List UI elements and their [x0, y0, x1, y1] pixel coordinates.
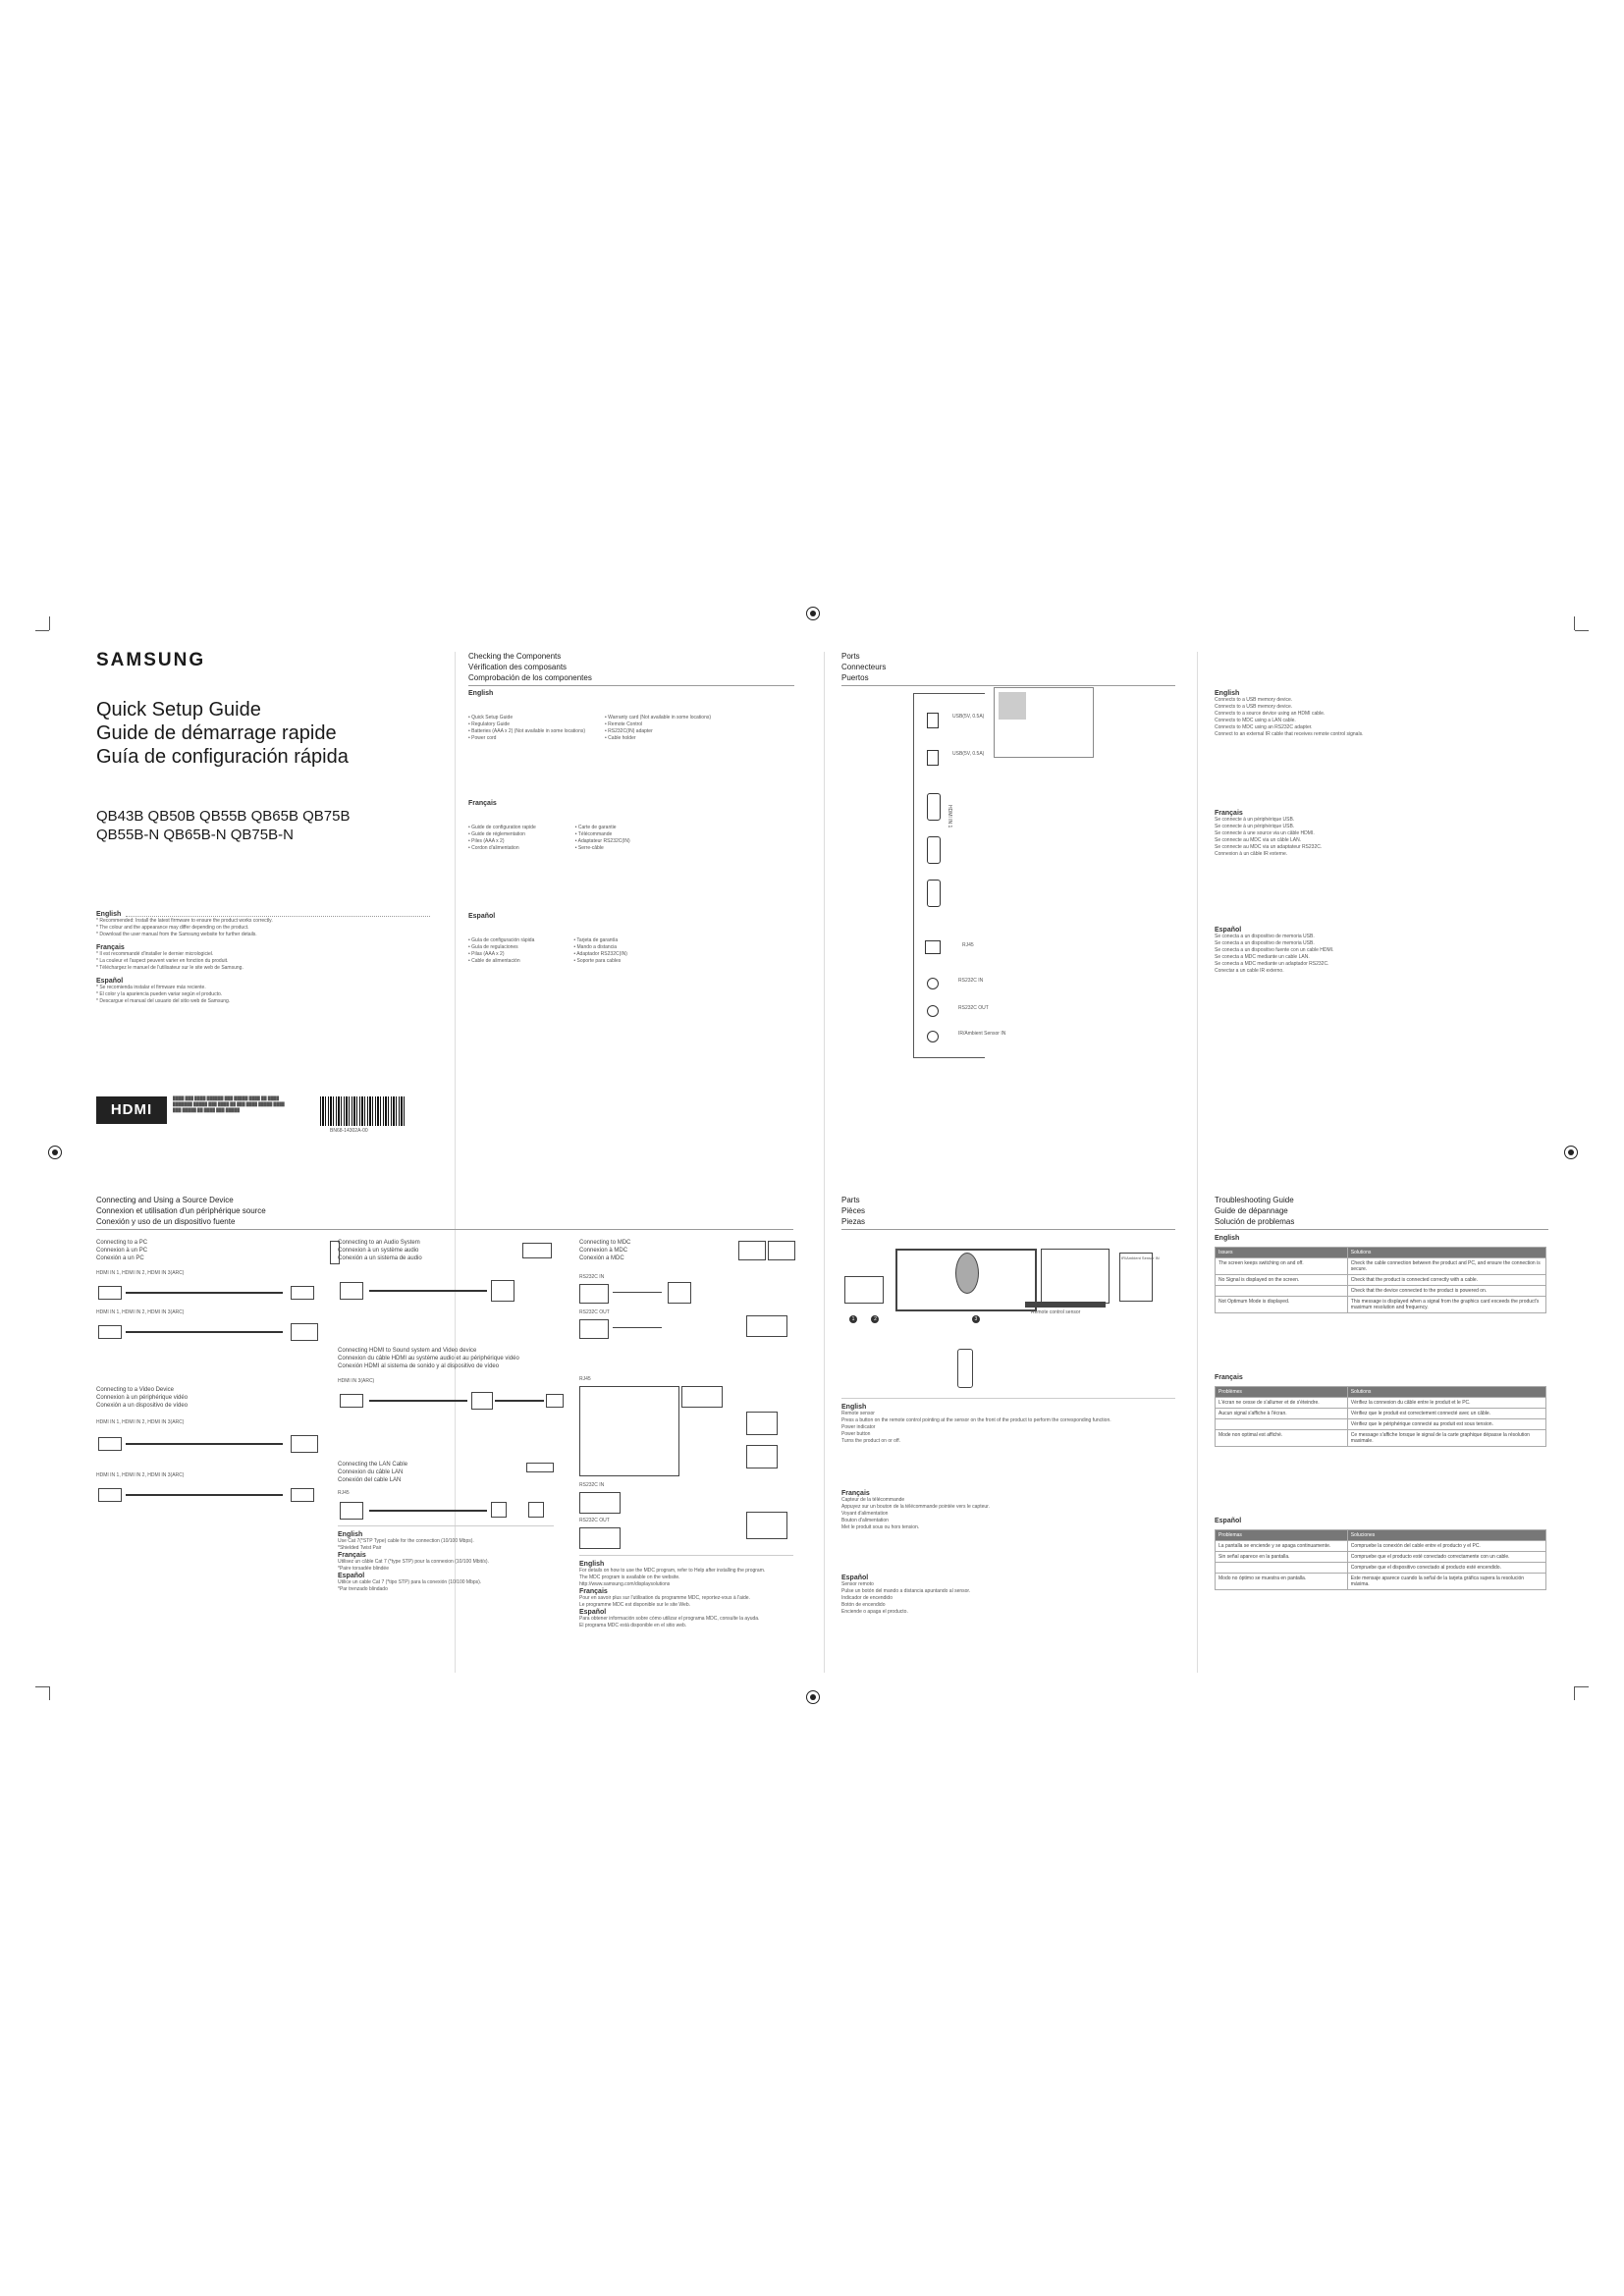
fold-line-1 [455, 652, 456, 1673]
fold-line-2 [824, 652, 825, 1673]
video-cable-label-2: HDMI IN 1, HDMI IN 2, HDMI IN 3(ARC) [96, 1472, 185, 1478]
ts-header-issue: Issues [1216, 1248, 1348, 1258]
video-device-icon [291, 1435, 318, 1453]
mdc-port-label: RS232C OUT [579, 1518, 610, 1523]
component-item: • Adaptador RS232C(IN) [573, 951, 627, 957]
note-lang: Español [841, 1575, 869, 1581]
ts-table-fr [1215, 1386, 1546, 1447]
note-line: http://www.samsung.com/displaysolutions [579, 1581, 671, 1587]
audio-title-es: Conexión a un sistema de audio [338, 1255, 422, 1261]
barcode-text: BN68-14302A-00 [330, 1128, 368, 1134]
mdc-notes [579, 1561, 765, 1629]
mdc-title-en: Connecting to MDC [579, 1240, 631, 1246]
ts-lang-es: Español [1215, 1518, 1242, 1524]
note-line: * Recommended: Install the latest firmware to ensure the product works correctly. [96, 918, 273, 924]
note-line: * Téléchargez le manuel de l'utilisateur sur le site web de Samsung. [96, 965, 244, 971]
desc-item: Se conecta a MDC mediante un adaptador RS232C. [1215, 961, 1329, 967]
note-line: *Par trenzado blindado [338, 1586, 388, 1592]
rca-plug-icon [491, 1280, 514, 1302]
desc-lang: English [1215, 690, 1240, 697]
rs232c-out-port [927, 1005, 939, 1017]
component-item: • Guide de réglementation [468, 831, 525, 837]
audio-title-fr: Connexion à un système audio [338, 1248, 419, 1254]
ts-cell: Compruebe que el producto esté conectado correctamente con un cable. [1347, 1552, 1545, 1563]
lan-cable [369, 1510, 487, 1512]
hdmi-cable [369, 1400, 467, 1402]
note-line: Le programme MDC est disponible sur le site Web. [579, 1602, 691, 1608]
component-item: • Guía de configuración rápida [468, 937, 535, 943]
ts-cell: Ce message s'affiche lorsque le signal de la carte graphique dépasse la résolution maximale. [1347, 1430, 1545, 1447]
registration-mark-bottom [806, 1690, 820, 1704]
hdmi-dvi-cable [126, 1331, 283, 1333]
mdc-rs232c-diagram [579, 1527, 621, 1549]
note-line: Appuyez sur un bouton de la télécommande pointée vers le capteur. [841, 1504, 990, 1510]
mdc-switch-icon [681, 1386, 723, 1408]
component-item: • Cable holder [605, 735, 636, 741]
rj45-port-icon [340, 1502, 363, 1520]
parts-title-en: Parts [841, 1196, 860, 1204]
ts-cell: Vérifiez que le produit est correctement connecté avec un câble. [1347, 1409, 1545, 1419]
ts-cell: Vérifiez que le périphérique connecté au produit est sous tension. [1347, 1419, 1545, 1430]
note-line: * Descargue el manual del usuario del sitio web de Samsung. [96, 998, 231, 1004]
registration-mark-left [48, 1146, 62, 1159]
ts-header-issue: Problèmes [1216, 1387, 1348, 1398]
lan-title-fr: Connexion du câble LAN [338, 1469, 404, 1475]
desc-item: Connect to an external IR cable that receives remote control signals. [1215, 731, 1364, 737]
ts-lang-en: English [1215, 1235, 1240, 1242]
ts-cell: Sin señal aparece en la pantalla. [1216, 1552, 1348, 1563]
note-line: Utilice un cable Cat 7 (*tipo STP) para la conexión (10/100 Mbps). [338, 1579, 482, 1585]
parts-notes-es [841, 1575, 1175, 1616]
mdc-title-fr: Connexion à MDC [579, 1248, 628, 1254]
sensor-zoom-circle [955, 1253, 979, 1294]
desc-item: Se conecta a un dispositivo de memoria USB. [1215, 934, 1315, 939]
mdc-pc-icon [746, 1412, 778, 1435]
component-item: • Carte de garantie [574, 825, 617, 830]
mdc-label-box [746, 1512, 787, 1539]
model-line-2: QB55B-N QB65B-N QB75B-N [96, 827, 294, 843]
note-line: Indicador de encendido [841, 1595, 893, 1601]
desc-lang: Español [1215, 927, 1242, 934]
block-lang: Español [468, 913, 496, 920]
monitor-side-diagram [1041, 1249, 1110, 1304]
component-item: • Mando a distancia [573, 944, 618, 950]
component-item: • Guide de configuration rapide [468, 825, 536, 830]
hdmi-sound-port-label: HDMI IN 3(ARC) [338, 1378, 375, 1384]
rs232c-cable [613, 1327, 662, 1328]
note-line: Met le produit sous ou hors tension. [841, 1524, 920, 1530]
samsung-logo: SAMSUNG [96, 650, 206, 670]
note-line: Power indicator [841, 1424, 876, 1430]
component-item: • RS232C(IN) adapter [605, 728, 653, 734]
note-line: Capteur de la télécommande [841, 1497, 905, 1503]
audio-jack-icon [340, 1282, 363, 1300]
note-line: Turns the product on or off. [841, 1438, 901, 1444]
checking-title-fr: Vérification des composants [468, 663, 568, 671]
note-lang: English [841, 1404, 867, 1411]
mdc-port-label: RJ45 [579, 1376, 591, 1382]
hdmi-port-icon [98, 1325, 122, 1339]
rs232c-in-port [927, 978, 939, 989]
ts-cell: Modo no óptimo se muestra en pantalla. [1216, 1574, 1348, 1590]
desc-item: Connects to a source device using an HDMI cable. [1215, 711, 1326, 717]
ts-table-en [1215, 1247, 1546, 1313]
note-line: Enciende o apaga el producto. [841, 1609, 908, 1615]
registration-mark-top [806, 607, 820, 620]
registration-mark-right [1564, 1146, 1578, 1159]
component-item: • Adaptateur RS232C(IN) [574, 838, 630, 844]
port-label: IR/Ambient Sensor IN [958, 1031, 1006, 1037]
desc-item: Connects to MDC using a LAN cable. [1215, 718, 1296, 723]
lan-notes [338, 1531, 489, 1593]
monitor-back-thumbnail [994, 687, 1094, 758]
block-lang: English [468, 690, 494, 697]
ts-cell: No Signal is displayed on the screen. [1216, 1275, 1348, 1286]
parts-notes-fr [841, 1490, 1175, 1531]
ts-cell [1216, 1419, 1348, 1430]
component-item: • Pilas (AAA x 2) [468, 951, 505, 957]
mdc-port-label: RS232C IN [579, 1482, 605, 1488]
hdmi-port-icon [98, 1286, 122, 1300]
connect-title-en: Connecting and Using a Source Device [96, 1196, 234, 1204]
video-title-es: Conexión a un dispositivo de vídeo [96, 1403, 189, 1409]
ts-cell: Este mensaje aparece cuando la señal de la tarjeta gráfica supera la resolución máxima. [1347, 1574, 1545, 1590]
desc-item: Se connecte au MDC via un câble LAN. [1215, 837, 1302, 843]
desc-item: Se connecte à un périphérique USB. [1215, 817, 1295, 823]
note-line: Press a button on the remote control pointing at the sensor on the front of the product to perform the corresponding function. [841, 1417, 1111, 1423]
note-line: * La couleur et l'aspect peuvent varier en fonction du produit. [96, 958, 229, 964]
barcode [320, 1096, 406, 1126]
rs232c-port-icon [579, 1284, 609, 1304]
component-item: • Serre-câble [574, 845, 604, 851]
port-label: USB(5V, 0.5A) [952, 751, 985, 757]
cover-title-fr: Guide de démarrage rapide [96, 722, 337, 744]
note-lang-en: English [96, 911, 122, 918]
ts-lang-fr: Français [1215, 1374, 1243, 1381]
hdmi-port-3 [927, 880, 941, 907]
note-line: The MDC program is available on the website. [579, 1575, 680, 1580]
hdmi-cable [126, 1443, 283, 1445]
mdc-pc-icon [746, 1445, 778, 1468]
note-lang-es: Español [96, 978, 124, 985]
hdmi-port-icon [98, 1437, 122, 1451]
note-line: * El color y la apariencia pueden variar según el producto. [96, 991, 223, 997]
hdmi-legal-text: ████ ███ ████ ██████ ███ █████ ████ ██ ████ ███████ █████ ███ ████ ██ ███ ████ █████ ████ ███ █████ ██ ████ ███ █████ [173, 1095, 285, 1112]
dvi-port-icon [291, 1323, 318, 1341]
checking-title-es: Comprobación de los componentes [468, 673, 592, 682]
mdc-port-label: RS232C IN [579, 1274, 605, 1280]
note-lang-fr: Français [96, 944, 125, 951]
sound-system-icon [471, 1392, 493, 1410]
hdmi-cable [126, 1494, 283, 1496]
monitor-stand-diagram [1025, 1302, 1106, 1308]
lan-plug-icon [491, 1502, 507, 1518]
lan-title-en: Connecting the LAN Cable [338, 1462, 408, 1468]
ts-cell: Check the cable connection between the product and PC, and ensure the connection is secure. [1347, 1258, 1545, 1275]
sensor-detail-box [844, 1276, 884, 1304]
cover-title-es: Guía de configuración rápida [96, 746, 349, 768]
ts-header-solution: Solutions [1347, 1387, 1545, 1398]
pc-hdmi-port-icon [291, 1286, 314, 1300]
ts-cell: Compruebe la conexión del cable entre el producto y el PC. [1347, 1541, 1545, 1552]
parts-notes-en [841, 1404, 1175, 1445]
hdmi-logo-text: HDMI [110, 1101, 153, 1118]
hdmi-cable [495, 1400, 544, 1402]
cover-notes [96, 911, 430, 1005]
ir-sensor-port [927, 1031, 939, 1042]
hdmi-sound-title-fr: Connexion du câble HDMI au système audio et au périphérique vidéo [338, 1356, 519, 1362]
ts-header-issue: Problemas [1216, 1530, 1348, 1541]
note-lang: English [338, 1531, 363, 1538]
ts-cell: Aucun signal s'affiche à l'écran. [1216, 1409, 1348, 1419]
connect-title-es: Conexión y uso de un dispositivo fuente [96, 1217, 236, 1226]
hdmi-port-icon [340, 1394, 363, 1408]
video-title-fr: Connexion à un périphérique vidéo [96, 1395, 189, 1401]
mdc-rj45-diagram [579, 1386, 679, 1476]
router-icon [526, 1463, 554, 1472]
pc-title-fr: Connexion à un PC [96, 1248, 148, 1254]
mdc-screen-icon [738, 1241, 766, 1260]
port-label: RS232C IN [958, 978, 984, 984]
component-item: • Batteries (AAA x 2) (Not available in some locations) [468, 728, 586, 734]
cover-title-en: Quick Setup Guide [96, 699, 261, 721]
note-line: *Shielded Twist Pair [338, 1545, 382, 1551]
ts-cell: Not Optimum Mode is displayed. [1216, 1297, 1348, 1313]
rs232c-connector-icon [668, 1282, 691, 1304]
note-lang: Español [338, 1573, 365, 1579]
lan-title-es: Conexión del cable LAN [338, 1477, 402, 1483]
mdc-screen-icon [768, 1241, 795, 1260]
note-line: For details on how to use the MDC program, refer to Help after installing the program. [579, 1568, 766, 1574]
note-line: Bouton d'alimentation [841, 1518, 889, 1523]
ports-title-en: Ports [841, 652, 860, 661]
component-item: • Warranty card (Not available in some locations) [605, 715, 712, 721]
desc-item: Connects to a USB memory device. [1215, 704, 1293, 710]
checking-title-en: Checking the Components [468, 652, 562, 661]
note-line: Utilisez un câble Cat 7 (*type STP) pour la connexion (10/100 Mbit/s). [338, 1559, 489, 1565]
ts-cell: This message is displayed when a signal from the graphics card exceeds the product's maximum resolution and frequency. [1347, 1297, 1545, 1313]
audio-cable [369, 1290, 487, 1292]
component-item: • Cordon d'alimentation [468, 845, 519, 851]
ts-cell: Vérifiez la connexion du câble entre le produit et le PC. [1347, 1398, 1545, 1409]
hdmi-sound-title-en: Connecting HDMI to Sound system and Video device [338, 1348, 477, 1354]
hdmi-port-1 [927, 793, 941, 821]
note-lang: Français [579, 1588, 608, 1595]
component-item: • Tarjeta de garantía [573, 937, 619, 943]
checking-block-en [468, 690, 794, 742]
desc-item: Se conecta a un dispositivo fuente con un cable HDMI. [1215, 947, 1334, 953]
parts-callouts [849, 1308, 980, 1325]
checking-block-fr [468, 800, 794, 852]
component-item: • Piles (AAA x 2) [468, 838, 505, 844]
note-line: Botón de encendido [841, 1602, 886, 1608]
usb-port-2 [927, 750, 939, 766]
pc-cable-label-2: HDMI IN 1, HDMI IN 2, HDMI IN 3(ARC) [96, 1309, 185, 1315]
note-line: Remote sensor [841, 1411, 875, 1416]
ports-desc-es [1215, 927, 1548, 975]
note-line: * Download the user manual from the Samsung website for further details. [96, 932, 257, 937]
audio-title-en: Connecting to an Audio System [338, 1240, 420, 1246]
video-cable-label-1: HDMI IN 1, HDMI IN 2, HDMI IN 3(ARC) [96, 1419, 185, 1425]
ts-cell [1216, 1563, 1348, 1574]
desc-item: Connexion à un câble IR externe. [1215, 851, 1288, 857]
block-lang: Français [468, 800, 497, 807]
callout-2: 2 [871, 1315, 879, 1323]
mdc-title-es: Conexión a MDC [579, 1255, 624, 1261]
desc-item: Conectar a un cable IR externo. [1215, 968, 1284, 974]
component-item: • Cable de alimentación [468, 958, 520, 964]
ts-cell: Check that the device connected to the product is powered on. [1347, 1286, 1545, 1297]
component-item: • Soporte para cables [573, 958, 622, 964]
note-line: Power button [841, 1431, 871, 1437]
pc-title-en: Connecting to a PC [96, 1240, 148, 1246]
hdmi-logo-box [96, 1096, 167, 1124]
callout-1: 1 [849, 1315, 857, 1323]
note-line: Pulse un botón del mando a distancia apuntando al sensor. [841, 1588, 971, 1594]
remote-caption: Remote control sensor [1031, 1309, 1081, 1315]
desc-item: Se connecte à une source via un câble HDMI. [1215, 830, 1315, 836]
ports-title-es: Puertos [841, 673, 869, 682]
hdmi-cable [126, 1292, 283, 1294]
pc-title-es: Conexión a un PC [96, 1255, 144, 1261]
hdmi-sound-title-es: Conexión HDMI al sistema de sonido y al dispositivo de vídeo [338, 1363, 500, 1369]
ts-title-fr: Guide de dépannage [1215, 1206, 1288, 1215]
ports-desc-en [1215, 690, 1548, 738]
component-item: • Télécommande [574, 831, 613, 837]
ts-cell: Mode non optimal est affiché. [1216, 1430, 1348, 1447]
mdc-rs232c-diagram [579, 1492, 621, 1514]
connect-title-fr: Connexion et utilisation d'un périphérique source [96, 1206, 266, 1215]
callout-3: 3 [972, 1315, 980, 1323]
ts-cell: Check that the product is connected correctly with a cable. [1347, 1275, 1545, 1286]
pc-cable-label-1: HDMI IN 1, HDMI IN 2, HDMI IN 3(ARC) [96, 1270, 185, 1276]
desc-item: Connects to a USB memory device. [1215, 697, 1293, 703]
port-label: RS232C OUT [958, 1005, 989, 1011]
desc-item: Se conecta a un dispositivo de memoria USB. [1215, 940, 1315, 946]
video-device-icon [291, 1488, 314, 1502]
note-line: *Paire torsadée blindée [338, 1566, 389, 1572]
ts-title-en: Troubleshooting Guide [1215, 1196, 1294, 1204]
component-item: • Remote Control [605, 721, 643, 727]
checking-block-es [468, 913, 794, 965]
ts-cell: L'écran ne cesse de s'allumer et de s'éteindre. [1216, 1398, 1348, 1409]
desc-item: Se connecte au MDC via un adaptateur RS232C. [1215, 844, 1323, 850]
fold-line-3 [1197, 652, 1198, 1673]
note-line: * The colour and the appearance may differ depending on the product. [96, 925, 249, 931]
ts-cell [1216, 1286, 1348, 1297]
video-device-icon [546, 1394, 564, 1408]
ts-table-es [1215, 1529, 1546, 1590]
note-lang: English [579, 1561, 605, 1568]
desc-item: Se connecte à un périphérique USB. [1215, 824, 1295, 829]
note-lang: Español [579, 1609, 607, 1616]
model-line-1: QB43B QB50B QB55B QB65B QB75B [96, 808, 351, 825]
port-label: USB(5V, 0.5A) [952, 714, 985, 720]
parts-title-fr: Pièces [841, 1206, 866, 1215]
mdc-label-box [746, 1315, 787, 1337]
ts-cell: La pantalla se enciende y se apaga continuamente. [1216, 1541, 1348, 1552]
note-line: Sensor remoto [841, 1581, 874, 1587]
component-item: • Guía de regulaciones [468, 944, 518, 950]
ports-title-fr: Connecteurs [841, 663, 887, 671]
hdmi-port-icon [98, 1488, 122, 1502]
note-line: Voyant d'alimentation [841, 1511, 889, 1517]
lan-plug-icon [528, 1502, 544, 1518]
usb-port-1 [927, 713, 939, 728]
lan-port-label: RJ45 [338, 1490, 350, 1496]
ts-header-solution: Soluciones [1347, 1530, 1545, 1541]
mdc-port-label: RS232C OUT [579, 1309, 610, 1315]
ts-header-solution: Solutions [1347, 1248, 1545, 1258]
hdmi-port-2 [927, 836, 941, 864]
note-lang: Français [841, 1490, 870, 1497]
component-item: • Power cord [468, 735, 497, 741]
parts-title-es: Piezas [841, 1217, 866, 1226]
note-line: Pour en savoir plus sur l'utilisation du programme MDC, reportez-vous à l'aide. [579, 1595, 750, 1601]
note-line: * Se recomienda instalar el firmware más reciente. [96, 985, 206, 990]
rs232c-port-icon [579, 1319, 609, 1339]
ts-cell: The screen keeps switching on and off. [1216, 1258, 1348, 1275]
component-item: • Regulatory Guide [468, 721, 511, 727]
port-panel-diagram [913, 693, 985, 1058]
rs232c-cable [613, 1292, 662, 1293]
note-lang: Français [338, 1552, 366, 1559]
note-line: El programa MDC está disponible en el sitio web. [579, 1623, 687, 1629]
rj45-port [925, 940, 941, 954]
desc-item: Se conecta a MDC mediante un cable LAN. [1215, 954, 1310, 960]
video-title-en: Connecting to a Video Device [96, 1387, 174, 1393]
note-line: Para obtener información sobre cómo utilizar el programa MDC, consulte la ayuda. [579, 1616, 760, 1622]
ports-desc-fr [1215, 810, 1548, 858]
audio-device-icon [522, 1243, 552, 1258]
port-label: HDMI IN 1 [947, 805, 952, 828]
ir-port-label: IR/Ambient Sensor IN [1121, 1255, 1160, 1260]
port-label: RJ45 [962, 942, 974, 948]
remote-control-icon [957, 1349, 973, 1388]
desc-item: Connects to MDC using an RS232C adapter. [1215, 724, 1313, 730]
desc-lang: Français [1215, 810, 1243, 817]
ts-title-es: Solución de problemas [1215, 1217, 1295, 1226]
note-line: Use Cat 7(*STP Type) cable for the connection (10/100 Mbps). [338, 1538, 474, 1544]
ts-cell: Compruebe que el dispositivo conectado al producto esté encendido. [1347, 1563, 1545, 1574]
component-item: • Quick Setup Guide [468, 715, 514, 721]
note-line: * Il est recommandé d'installer le dernier micrologiciel. [96, 951, 214, 957]
